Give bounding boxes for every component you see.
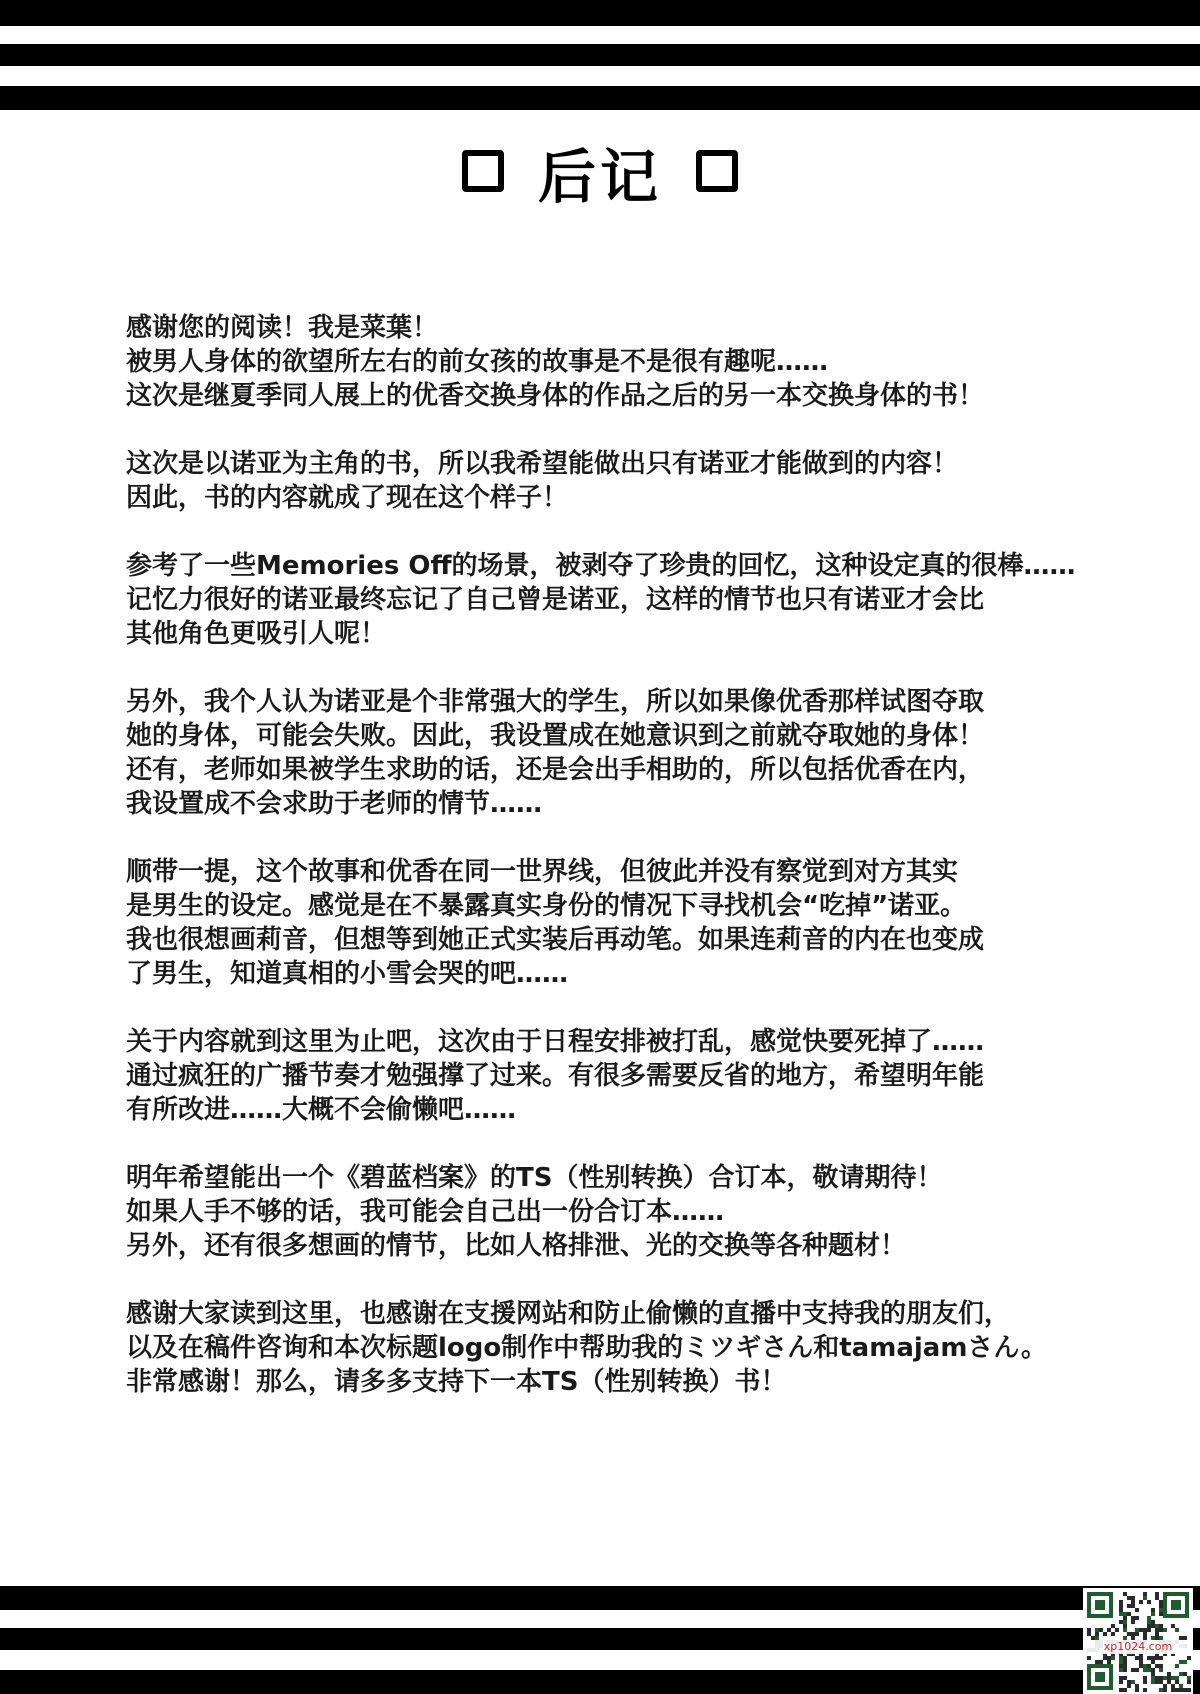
page-title — [0, 138, 1200, 212]
qr-module — [1111, 1656, 1115, 1660]
paragraph — [126, 549, 1126, 651]
qr-module — [1135, 1616, 1139, 1620]
qr-module — [1139, 1628, 1143, 1632]
qr-module — [1175, 1628, 1179, 1632]
qr-module — [1111, 1632, 1115, 1636]
text-line: 了男生，知道真相的小雪会哭的吧…… — [126, 959, 569, 989]
qr-module — [1151, 1660, 1155, 1664]
qr-module — [1119, 1668, 1123, 1672]
qr-module — [1159, 1668, 1163, 1672]
qr-module — [1155, 1676, 1159, 1680]
qr-module — [1147, 1616, 1151, 1620]
qr-module — [1143, 1628, 1147, 1632]
qr-module — [1135, 1628, 1139, 1632]
qr-module — [1171, 1624, 1175, 1628]
qr-module — [1131, 1668, 1135, 1672]
title-square-right-icon — [696, 150, 738, 192]
text-line: 我也很想画莉音，但想等到她正式实装后再动笔。如果连莉音的内在也变成 — [126, 925, 985, 955]
qr-module — [1143, 1592, 1147, 1596]
qr-module — [1107, 1660, 1111, 1664]
qr-module — [1119, 1608, 1123, 1612]
qr-module — [1135, 1688, 1139, 1692]
qr-module — [1179, 1672, 1183, 1676]
text-line: 我设置成不会求助于老师的情节…… — [126, 789, 543, 819]
qr-module — [1119, 1680, 1123, 1684]
qr-module — [1123, 1620, 1127, 1624]
qr-module — [1123, 1624, 1127, 1628]
qr-module — [1131, 1632, 1135, 1636]
qr-module — [1187, 1680, 1191, 1684]
page-title-text: 后记 — [537, 142, 662, 211]
qr-module — [1175, 1688, 1179, 1692]
text-line: 这次是继夏季同人展上的优香交换身体的作品之后的另一本交换身体的书！ — [126, 381, 985, 411]
qr-module — [1143, 1688, 1147, 1692]
text-line: 感谢大家读到这里，也感谢在支援网站和防止偷懒的直播中支持我的朋友们， — [126, 1299, 1011, 1329]
qr-module — [1167, 1676, 1171, 1680]
qr-module — [1183, 1688, 1187, 1692]
qr-module — [1127, 1596, 1131, 1600]
qr-module — [1087, 1632, 1091, 1636]
qr-module — [1175, 1676, 1179, 1680]
qr-module — [1123, 1676, 1127, 1680]
qr-module — [1143, 1664, 1147, 1668]
qr-module — [1127, 1680, 1131, 1684]
qr-module — [1095, 1628, 1099, 1632]
paragraph — [126, 685, 1126, 821]
qr-module — [1107, 1628, 1111, 1632]
paragraph — [126, 311, 1126, 413]
qr-module — [1167, 1672, 1171, 1676]
text-line: 参考了一些Memories Off的场景，被剥夺了珍贵的回忆，这种设定真的很棒…… — [126, 551, 1076, 581]
qr-module — [1135, 1668, 1139, 1672]
text-line: 其他角色更吸引人呢！ — [126, 619, 387, 649]
text-line: 以及在稿件咨询和本次标题logo制作中帮助我的ミツギさん和tamajamさん。 — [126, 1333, 1047, 1363]
qr-module — [1151, 1668, 1155, 1672]
qr-caption: xp1024.com — [1083, 1640, 1193, 1654]
qr-module — [1119, 1656, 1123, 1660]
qr-module — [1119, 1604, 1123, 1608]
qr-module — [1115, 1628, 1119, 1632]
qr-module — [1107, 1656, 1111, 1660]
qr-module — [1155, 1632, 1159, 1636]
qr-module — [1183, 1672, 1187, 1676]
qr-module — [1179, 1684, 1183, 1688]
qr-module — [1159, 1624, 1163, 1628]
qr-module — [1151, 1624, 1155, 1628]
qr-module — [1123, 1688, 1127, 1692]
paragraph — [126, 855, 1126, 991]
qr-module — [1131, 1680, 1135, 1684]
qr-module — [1131, 1596, 1135, 1600]
qr-module — [1123, 1664, 1127, 1668]
qr-module — [1159, 1604, 1163, 1608]
bottom-stripe-3 — [0, 1670, 1200, 1694]
qr-module — [1139, 1660, 1143, 1664]
qr-module — [1151, 1676, 1155, 1680]
qr-module — [1119, 1676, 1123, 1680]
qr-module — [1119, 1660, 1123, 1664]
text-line: 记忆力很好的诺亚最终忘记了自己曾是诺亚，这样的情节也只有诺亚才会比 — [126, 585, 985, 615]
qr-module — [1171, 1684, 1175, 1688]
qr-module — [1135, 1656, 1139, 1660]
text-line: 顺带一提，这个故事和优香在同一世界线，但彼此并没有察觉到对方其实 — [126, 857, 959, 887]
qr-module — [1131, 1620, 1135, 1624]
qr-module — [1183, 1660, 1187, 1664]
qr-module — [1123, 1616, 1127, 1620]
qr-module — [1111, 1624, 1115, 1628]
qr-module — [1151, 1608, 1155, 1612]
bottom-stripe-2 — [0, 1628, 1200, 1650]
text-line: 是男生的设定。感觉是在不暴露真实身份的情况下寻找机会“吃掉”诺亚。 — [126, 891, 967, 921]
qr-module — [1159, 1612, 1163, 1616]
qr-module — [1143, 1596, 1147, 1600]
qr-module — [1139, 1656, 1143, 1660]
qr-module — [1151, 1620, 1155, 1624]
qr-module — [1143, 1676, 1147, 1680]
text-line: 关于内容就到这里为止吧，这次由于日程安排被打乱，感觉快要死掉了…… — [126, 1027, 985, 1057]
text-line: 这次是以诺亚为主角的书，所以我希望能做出只有诺亚才能做到的内容！ — [126, 449, 959, 479]
qr-module — [1159, 1600, 1163, 1604]
text-line: 她的身体，可能会失败。因此，我设置成在她意识到之前就夺取她的身体！ — [126, 721, 985, 751]
qr-module — [1163, 1684, 1167, 1688]
qr-module — [1159, 1688, 1163, 1692]
text-line: 因此，书的内容就成了现在这个样子！ — [126, 483, 569, 513]
qr-module — [1187, 1676, 1191, 1680]
qr-module — [1163, 1676, 1167, 1680]
qr-module — [1155, 1656, 1159, 1660]
qr-module — [1155, 1664, 1159, 1668]
qr-module — [1127, 1684, 1131, 1688]
qr-module — [1123, 1612, 1127, 1616]
qr-module — [1131, 1616, 1135, 1620]
qr-module — [1147, 1664, 1151, 1668]
qr-module — [1151, 1656, 1155, 1660]
qr-module — [1147, 1624, 1151, 1628]
paragraph — [126, 1161, 1126, 1263]
qr-module — [1119, 1688, 1123, 1692]
qr-module — [1147, 1628, 1151, 1632]
qr-module — [1163, 1628, 1167, 1632]
qr-module — [1143, 1680, 1147, 1684]
text-line: 通过疯狂的广播节奏才勉强撑了过来。有很多需要反省的地方，希望明年能 — [126, 1061, 985, 1091]
qr-module — [1151, 1672, 1155, 1676]
qr-module — [1163, 1688, 1167, 1692]
qr-module — [1175, 1680, 1179, 1684]
text-line: 还有，老师如果被学生求助的话，还是会出手相助的，所以包括优香在内， — [126, 755, 985, 785]
title-square-left-icon — [462, 150, 504, 192]
afterword-body — [126, 311, 1126, 1433]
qr-module — [1135, 1632, 1139, 1636]
qr-module — [1135, 1684, 1139, 1688]
qr-module — [1127, 1604, 1131, 1608]
qr-module — [1143, 1668, 1147, 1672]
qr-module — [1151, 1612, 1155, 1616]
qr-module — [1171, 1676, 1175, 1680]
qr-module — [1127, 1612, 1131, 1616]
qr-module — [1099, 1628, 1103, 1632]
qr-module — [1119, 1620, 1123, 1624]
paragraph — [126, 1297, 1126, 1399]
qr-module — [1131, 1604, 1135, 1608]
qr-module — [1103, 1656, 1107, 1660]
qr-module — [1151, 1680, 1155, 1684]
qr-module — [1147, 1620, 1151, 1624]
top-stripe-1 — [0, 0, 1200, 26]
qr-module — [1147, 1668, 1151, 1672]
text-line: 感谢您的阅读！我是菜葉！ — [126, 313, 439, 343]
qr-module — [1095, 1632, 1099, 1636]
qr-module — [1175, 1664, 1179, 1668]
qr-module — [1155, 1624, 1159, 1628]
top-stripe-2 — [0, 44, 1200, 66]
qr-module — [1123, 1628, 1127, 1632]
text-line: 明年希望能出一个《碧蓝档案》的TS（性别转换）合订本，敬请期待！ — [126, 1163, 943, 1193]
qr-code-watermark — [1083, 1588, 1193, 1694]
qr-module — [1159, 1680, 1163, 1684]
qr-module — [1159, 1608, 1163, 1612]
qr-module — [1159, 1676, 1163, 1680]
qr-module — [1103, 1632, 1107, 1636]
qr-module — [1099, 1660, 1103, 1664]
top-stripe-3 — [0, 86, 1200, 110]
qr-module — [1139, 1664, 1143, 1668]
qr-module — [1155, 1592, 1159, 1596]
qr-module — [1095, 1660, 1099, 1664]
qr-module — [1123, 1656, 1127, 1660]
qr-module — [1147, 1600, 1151, 1604]
qr-module — [1123, 1592, 1127, 1596]
qr-module — [1087, 1656, 1091, 1660]
paragraph — [126, 447, 1126, 515]
qr-module — [1123, 1668, 1127, 1672]
bottom-stripe-1 — [0, 1586, 1200, 1610]
qr-module — [1155, 1680, 1159, 1684]
qr-module — [1127, 1632, 1131, 1636]
qr-module — [1119, 1664, 1123, 1668]
text-line: 如果人手不够的话，我可能会自己出一份合订本…… — [126, 1197, 725, 1227]
text-line: 另外，我个人认为诺亚是个非常强大的学生，所以如果像优香那样试图夺取 — [126, 687, 985, 717]
qr-module — [1143, 1632, 1147, 1636]
qr-module — [1155, 1628, 1159, 1632]
qr-module — [1171, 1688, 1175, 1692]
text-line: 有所改进……大概不会偷懒吧…… — [126, 1095, 517, 1125]
text-line: 被男人身体的欲望所左右的前女孩的故事是不是很有趣呢…… — [126, 347, 829, 377]
qr-module — [1159, 1628, 1163, 1632]
qr-module — [1131, 1600, 1135, 1604]
qr-module — [1155, 1596, 1159, 1600]
qr-module — [1087, 1628, 1091, 1632]
qr-module — [1123, 1660, 1127, 1664]
qr-module — [1159, 1664, 1163, 1668]
qr-module — [1139, 1600, 1143, 1604]
text-line: 另外，还有很多想画的情节，比如人格排泄、光的交换等各种题材！ — [126, 1231, 907, 1261]
qr-module — [1187, 1688, 1191, 1692]
paragraph — [126, 1025, 1126, 1127]
qr-module — [1167, 1680, 1171, 1684]
qr-module — [1187, 1656, 1191, 1660]
qr-module — [1135, 1608, 1139, 1612]
qr-module — [1159, 1656, 1163, 1660]
qr-module — [1179, 1688, 1183, 1692]
qr-module — [1119, 1600, 1123, 1604]
qr-module — [1179, 1660, 1183, 1664]
qr-module — [1119, 1612, 1123, 1616]
text-line: 非常感谢！那么，请多多支持下一本TS（性别转换）书！ — [126, 1367, 787, 1397]
qr-module — [1147, 1656, 1151, 1660]
